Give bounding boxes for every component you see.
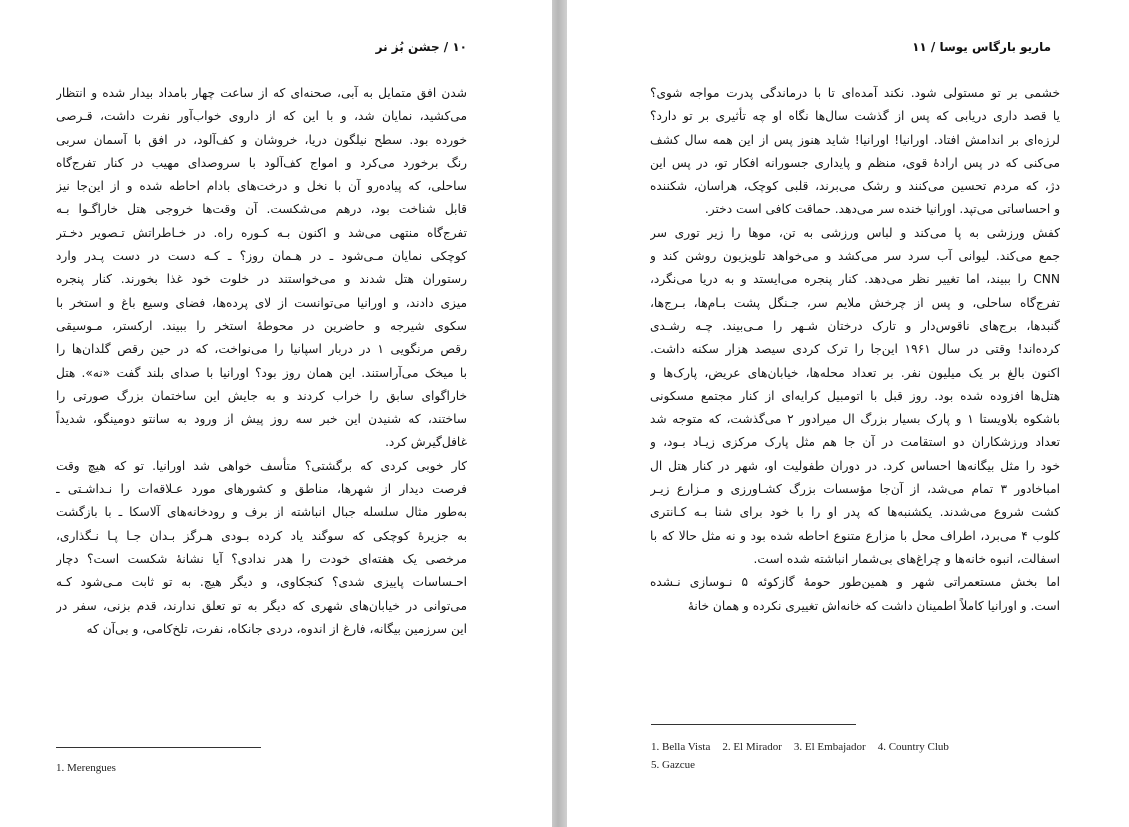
text-line: اکنون بالغ بر یک میلیون نفر. بر تعداد محله‌ها، خیابان‌های عریض، پارک‌ها و bbox=[650, 365, 1060, 380]
right-body-text bbox=[650, 82, 1060, 618]
text-line: به‌طور مثال سلسله جبال انباشته از برف و رودخانه‌های آلاسکا ـ با بازگشت bbox=[56, 505, 467, 520]
page-header-left: ۱۰ / جشن بُز نر bbox=[375, 40, 467, 54]
text-line: کوچکی نمایان مـی‌شود ـ در هـمان روز؟ ـ کـه دست در دست پـدر وارد bbox=[56, 249, 467, 264]
text-line: فرصت دیدار از شهرها، مناطق و کشورهای مورد عـلاقه‌ات را نـداشـتی ـ bbox=[56, 482, 467, 497]
text-line: کشت شروع می‌شدند. یکشنبه‌ها که پدر او را با خود برای شنا بـه کـانتری bbox=[650, 505, 1060, 520]
text-line: با میخک می‌آراستند. این همان روز بود؟ اورانیا با صدای بلند گفت «نه». هتل bbox=[56, 365, 467, 380]
footnote-rule bbox=[56, 747, 261, 748]
book-gutter bbox=[552, 0, 567, 827]
text-line: خشمی بر تو مستولی شود. نکند آمده‌ای تا با درماندگی پدرت مواجه شوی؟ bbox=[650, 86, 1060, 100]
text-line: کار خوبی کردی که برگشتی؟ متأسف خواهی شد اورانیا. تو که هیچ وقت bbox=[56, 458, 467, 473]
text-line: مرخصی یک هفته‌ای خودت را هدر ندادی؟ آیا نشانهٔ شکست است؟ دچار bbox=[56, 551, 467, 566]
text-line: شدن افق متمایل به آبی، صحنه‌ای که از ساعت چهار بامداد بیدار شده و انتظار bbox=[56, 86, 467, 100]
footnote-rule-right bbox=[651, 724, 856, 725]
text-line: تعداد ورزشکاران دو استقامت در آن جا هم مثل پارک مرکزی زیـاد بـود، و bbox=[650, 435, 1060, 450]
text-line: است. و اورانیا کاملاً اطمینان داشت که خانه‌اش تغییری نکرده و همان خانهٔ bbox=[687, 598, 1060, 613]
text-line: جمع می‌کند. لیوانی آب سرد سر می‌کشد و می‌خواهد تلویزیون روشن کند و bbox=[650, 249, 1060, 264]
text-line: هتل‌ها افزوده شده بود. روز قبل با اتومبیل کرایه‌ای از کنار مجتمع مسکونی bbox=[650, 388, 1060, 403]
text-line: رستوران هتل شدند و می‌خواستند در خلوت خود غذا بخورند. کنار پنجره bbox=[56, 272, 467, 287]
right-page bbox=[567, 0, 1129, 827]
text-line: می‌کشید، نمایان شد، و با این که از داروی خواب‌آور نفرت داشت، قـرصی bbox=[56, 109, 467, 124]
text-line: به جزیرهٔ کوچکی که سوگند یاد کرده بـودی هـرگز بـدان جـا پـا نـگذاری، bbox=[56, 528, 467, 543]
text-line: تفرج‌گاه ساحلی، و پس از چرخش ملایم سر، جـنگل پشت بـام‌ها، بـرج‌ها، bbox=[650, 295, 1060, 310]
footnote-item: 1. Bella Vista bbox=[651, 741, 711, 753]
text-line: امباخادور ۳ تمام می‌شد، از آن‌جا مؤسسات بزرگ کشـاورزی و مـزارع زیـر bbox=[650, 482, 1060, 497]
text-line: و احساساتی می‌تپد. اورانیا خنده سر می‌دهد. حماقت کافی است دختر. bbox=[704, 202, 1060, 217]
text-line: CNN را ببیند، اما تغییر نظر می‌دهد. کنار پنجره می‌ایستد و به دریا می‌نگرد، bbox=[650, 272, 1060, 287]
text-line: گنبدها، برج‌های ناقوس‌دار و تارک درختان شـهر را مـی‌بیند. چـه رشـدی bbox=[650, 318, 1060, 333]
text-line: ساحلی، که پیاده‌رو آن با نخل و درخت‌های بادام احاطه شده و از این‌جا نیز bbox=[56, 179, 467, 194]
text-line: قابل شناخت بود، درهم می‌شکست. آن وقت‌ها خروجی هتل خاراگـوا بـه bbox=[56, 202, 467, 217]
text-line: تفرج‌گاه منتهی می‌شد و اکنون بـه کـوره راه. در خـاطراتش تـصویر دخـتر bbox=[56, 225, 467, 240]
footnote-item: 2. El Mirador bbox=[722, 741, 782, 753]
text-line: خورده بود. سطح نیلگون دریا، خروشان و کف‌آلود، در افق با آسمان سربی bbox=[56, 132, 467, 147]
text-line: لرزه‌ای بر اندامش افتاد. اورانیا! اورانیا! شاید هنوز پس از این همه سال کشف bbox=[650, 132, 1060, 147]
text-line: یا قصد داری دریابی که پس از گذشت سال‌ها نگاه او چه تأثیری بر تو دارد؟ bbox=[650, 109, 1060, 124]
text-line: می‌توانی در خیابان‌های شهری که دیگر به تو تعلق ندارند، قدم بزنی، سفر در bbox=[56, 598, 467, 613]
text-line: خاراگوای سابق را خراب کردند و به جایش این ساختمان بزرگ صورتی را bbox=[56, 388, 467, 403]
text-line: غافل‌گیرش کرد. bbox=[385, 435, 467, 450]
text-line: اسفالت، انبوه خانه‌ها و چراغ‌های بی‌شمار انباشته شده است. bbox=[753, 551, 1060, 566]
text-line: کفش ورزشی به پا می‌کند و لباس ورزشی به تن، موها را زیر توری سر bbox=[650, 225, 1060, 240]
text-line: رقص مرنگویی ۱ در دربار اسپانیا را می‌نواخت، که در حین رقص گلدان‌ها را bbox=[56, 342, 467, 357]
text-line: ساختند، که شنیدن این خبر سه روز پیش از ورود به سانتو دومینگو، شدیداً bbox=[56, 412, 467, 427]
text-line: اما بخش مستعمراتی شهر و همین‌طور حومهٔ گازکوئه ۵ نـوسازی نـشده bbox=[650, 575, 1060, 590]
text-line: می‌کنی که در پس ارادهٔ قوی، منظم و پایداری جسورانه افکار تو، در پس این bbox=[650, 155, 1060, 170]
footnote-item: 5. Gazcue bbox=[651, 759, 695, 771]
text-line: سکوی شیرجه و حاضرین در محوطهٔ استخر را ببیند. ارکستر، مـوسیقی bbox=[56, 318, 467, 333]
text-line: میزی دادند، و اورانیا می‌توانست از لای پرده‌ها، فضای وسیع باغ و استخر با bbox=[56, 295, 467, 310]
text-line: این سرزمین بیگانه، فارغ از اندوه، دردی جانکاه، نفرت، تلخ‌کامی، و بی‌آن که bbox=[86, 621, 467, 636]
left-footnotes bbox=[56, 762, 116, 774]
footnote-item: 4. Country Club bbox=[877, 741, 949, 753]
text-line: باشکوه بلاویستا ۱ و پارک بسیار بزرگ ال میرادور ۲ می‌گذشت، که متوجه شد bbox=[650, 412, 1060, 427]
footnote-item: 3. El Embajador bbox=[793, 741, 866, 753]
page-header-right: ماریو بارگاس یوسا / ۱۱ bbox=[912, 40, 1051, 54]
right-footnotes bbox=[651, 738, 961, 774]
footnote-row bbox=[651, 738, 961, 756]
left-page bbox=[0, 0, 552, 827]
left-body-text bbox=[56, 82, 467, 641]
text-line: کرده‌اند! وقتی در سال ۱۹۶۱ این‌جا را ترک کردی سیصد هزار سکنه داشت. bbox=[650, 342, 1060, 357]
text-line: کلوب ۴ می‌برد، اطراف محل با مزارع متنوع احاطه شده بود و نه مثل حالا که با bbox=[650, 528, 1060, 543]
text-line: رنگ برخورد می‌کرد و امواج کف‌آلود با سروصدای مهیب در کنار تفرج‌گاه bbox=[56, 155, 467, 170]
footnote-item: 1. Merengues bbox=[56, 762, 116, 774]
text-line: احـساسات پاییزی شدی؟ کنجکاوی، و دیگر هیچ. به تو ثابت مـی‌شود کـه bbox=[56, 575, 467, 590]
footnote-row bbox=[651, 756, 961, 774]
text-line: خود را مثل بیگانه‌ها احساس کرد. در دوران طفولیت او، شهر در کنار هتل ال bbox=[650, 458, 1060, 473]
text-line: دژ، که مردم تحسین می‌کنند و رشک می‌برند، قلبی کوچک، هراسان، شکننده bbox=[650, 179, 1060, 194]
